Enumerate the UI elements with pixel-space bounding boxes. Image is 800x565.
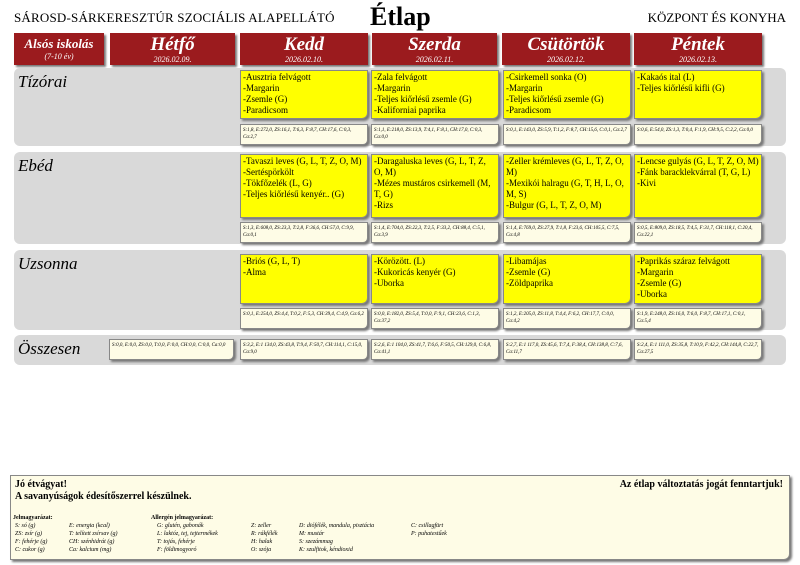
menu-item: -Bulgur (G, L, T, Z, O, M) — [506, 200, 602, 210]
menu-item: -Teljes kiőrlésű zsemle (G) — [374, 94, 472, 104]
allergen-heading: Allergén jelmagyarázat: — [151, 515, 214, 521]
legend-heading: Jelmagyarázat: — [13, 515, 53, 521]
allergen-item: P: puhatestűek — [411, 531, 447, 537]
group-age: (7-10 év) — [44, 52, 74, 61]
menu-box — [240, 70, 368, 119]
legend-item: Ca: kalcium (mg) — [69, 547, 112, 553]
menu-item: -Paradicsom — [506, 105, 551, 115]
legend-column — [15, 522, 47, 554]
menu-item: -Libamájas — [506, 256, 547, 266]
allergen-item: F: földimogyoró — [157, 547, 197, 553]
day-header-friday — [634, 33, 762, 65]
day-date: 2026.02.09. — [153, 55, 192, 64]
nutrition-box: S:0,6, E:54,0, ZS:1,3, T:0,4, F:1,9, CH:9,5, C:2,2, Ca:0,0 — [634, 124, 762, 145]
menu-box — [503, 70, 631, 119]
nutrition-box: S:0,1, E:143,0, ZS:5,9, T:1,2, F:8,7, CH:15,6, C:0,1, Ca:2,7 — [503, 124, 631, 145]
menu-item: -Mexikói halragu (G, T, H, L, O, M, S) — [506, 178, 624, 199]
meal-label: Tízórai — [18, 72, 68, 91]
menu-item: -Kaliforniai paprika — [374, 105, 446, 115]
menu-item: -Zeller krémleves (G, L, T, Z, O, M) — [506, 156, 624, 177]
nutrition-box: S:1,4, E:769,0, ZS:27,9, T:1,8, F:23,6, CH:105,5, C:7,5, Ca:4,8 — [503, 222, 631, 243]
menu-item: -Briós (G, L, T) — [243, 256, 301, 266]
day-name: Kedd — [283, 34, 325, 55]
day-date: 2026.02.13. — [679, 55, 717, 64]
allergen-column — [251, 522, 277, 554]
legend-item: F: fehérje (g) — [15, 539, 48, 545]
menu-item: -Uborka — [637, 289, 667, 299]
meal-section-tizorai — [14, 68, 786, 146]
menu-item: -Fánk baracklekvárral (T, G, L) — [637, 167, 751, 177]
day-header-thursday — [502, 33, 630, 65]
menu-box — [371, 254, 499, 304]
menu-item: -Margarin — [637, 267, 674, 277]
allergen-title — [151, 514, 213, 522]
menu-item: -Körözött. (L) — [374, 256, 425, 266]
nutrition-box: S:1,4, E:704,0, ZS:22,3, T:2,5, F:33,2, CH:88,4, C:5,1, Ca:3,9 — [371, 222, 499, 243]
allergen-item: Z: zeller — [251, 523, 272, 529]
allergen-column — [411, 522, 447, 538]
menu-item: -Daragaluska leves (G, L, T, Z, O, M) — [374, 156, 486, 177]
menu-item: -Tavaszi leves (G, L, T, Z, O, M) — [243, 156, 362, 166]
menu-box — [371, 70, 499, 119]
menu-box — [634, 154, 762, 218]
day-header-wednesday — [372, 33, 497, 65]
menu-item: -Margarin — [243, 83, 280, 93]
totals-section — [14, 335, 786, 365]
day-header-tuesday — [240, 33, 368, 65]
allergen-item: K: szulfitok, kéndioxid — [299, 547, 353, 553]
day-header-monday — [110, 33, 235, 65]
menu-item: -Paradicsom — [243, 105, 288, 115]
menu-item: -Rizs — [374, 200, 393, 210]
department-name: KÖZPONT ÉS KONYHA — [647, 10, 786, 25]
legend-item: ZS: zsír (g) — [15, 531, 43, 537]
menu-box — [240, 154, 368, 218]
menu-box — [634, 254, 762, 304]
total-nutrition-box: S:2,6, E:1 104,0, ZS:41,7, T:6,6, F:50,5, CH:129,0, C:6,8, Ca:41,1 — [371, 339, 499, 360]
menu-item: -Zsemle (G) — [243, 94, 288, 104]
menu-item: -Margarin — [506, 83, 543, 93]
allergen-item: S: szezámmag — [299, 539, 333, 545]
total-nutrition-box: S:3,2, E:1 134,0, ZS:43,8, T:9,4, F:50,7, CH:114,1, C:15,0, Ca:9,0 — [240, 339, 368, 360]
menu-item: -Teljes kiőrlésű zsemle (G) — [506, 94, 604, 104]
day-name: Szerda — [408, 34, 461, 55]
day-name: Hétfő — [150, 34, 195, 55]
day-name: Csütörtök — [527, 34, 605, 55]
total-nutrition-box: S:2,4, E:1 111,0, ZS:35,8, T:10,9, F:42,2, CH:144,8, C:22,7, Ca:27,5 — [634, 339, 762, 360]
allergen-item: O: szója — [251, 547, 272, 553]
group-name: Alsós iskolás — [24, 36, 94, 51]
menu-item: -Paprikás száraz felvágott — [637, 256, 730, 266]
menu-item: -Teljes kiőrlésű kenyér.. (G) — [243, 189, 345, 199]
menu-box — [503, 254, 631, 304]
day-date: 2026.02.10. — [285, 55, 323, 64]
legend-item: CH: szénhidrát (g) — [69, 539, 115, 545]
allergen-item: T: tojás, fehérje — [157, 539, 195, 545]
footer-note: A savanyúságok édesítőszerrel készülnek. — [15, 491, 192, 502]
allergen-item: G: glutén, gabonák — [157, 523, 204, 529]
menu-item: -Zala felvágott — [374, 72, 428, 82]
legend-item: E: energia (kcal) — [69, 523, 110, 529]
legend-item: S: só (g) — [15, 523, 36, 529]
menu-item: -Mézes mustáros csirkemell (M, T, G) — [374, 178, 491, 199]
meal-section-ebed — [14, 152, 786, 244]
meal-section-uzsonna — [14, 250, 786, 330]
menu-box — [240, 254, 368, 304]
menu-item: -Margarin — [374, 83, 411, 93]
menu-item: -Csirkemell sonka (O) — [506, 72, 587, 82]
total-nutrition-box: S:2,7, E:1 117,0, ZS:45,6, T:7,4, F:38,4, CH:138,8, C:7,6, Ca:11,7 — [503, 339, 631, 360]
allergen-column — [157, 522, 218, 554]
nutrition-box: S:0,1, E:254,0, ZS:4,4, T:0,2, F:5,3, CH:39,4, C:4,9, Ca:6,2 — [240, 308, 368, 329]
menu-box — [371, 154, 499, 218]
menu-item: -Kakaós ital (L) — [637, 72, 695, 82]
allergen-item: R: rákfélék — [251, 531, 278, 537]
menu-item: -Teljes kiőrlésű kifli (G) — [637, 83, 725, 93]
allergen-item: H: halak — [251, 539, 273, 545]
menu-item: -Zsemle (G) — [506, 267, 551, 277]
nutrition-box: S:0,5, E:809,0, ZS:18,5, T:4,5, F:31,7, CH:118,1, C:20,4, Ca:22,1 — [634, 222, 762, 243]
menu-item: -Tökfőzelék (L, G) — [243, 178, 312, 188]
totals-label: Összesen — [18, 339, 81, 358]
menu-item: -Kivi — [637, 178, 656, 188]
allergen-item: C: csillagfürt — [411, 523, 444, 529]
footer-disclaimer: Az étlap változtatás jogát fenntartjuk! — [619, 479, 783, 490]
menu-item: -Alma — [243, 267, 266, 277]
meal-label: Ebéd — [18, 156, 53, 175]
nutrition-box: S:1,2, E:205,0, ZS:11,8, T:4,4, F:6,2, CH:17,7, C:0,0, Ca:4,2 — [503, 308, 631, 329]
day-name: Péntek — [671, 34, 725, 55]
menu-item: -Uborka — [374, 278, 404, 288]
menu-item: -Ausztria felvágott — [243, 72, 311, 82]
nutrition-box: S:1,8, E:272,0, ZS:16,1, T:6,3, F:8,7, CH:17,6, C:0,3, Ca:2,7 — [240, 124, 368, 145]
nutrition-box: S:1,3, E:608,0, ZS:23,3, T:2,8, F:36,6, CH:57,0, C:9,9, Ca:0,1 — [240, 222, 368, 243]
footer-box — [10, 475, 790, 560]
menu-box — [503, 154, 631, 218]
menu-item: -Kukoricás kenyér (G) — [374, 267, 456, 277]
menu-item: -Zöldpaprika — [506, 278, 553, 288]
menu-item: -Sertéspörkölt — [243, 167, 294, 177]
meal-label: Uzsonna — [18, 254, 78, 273]
footer-greeting: Jó étvágyat! — [15, 479, 67, 490]
legend-item: C: cukor (g) — [15, 547, 45, 553]
menu-item: -Zsemle (G) — [637, 278, 682, 288]
nutrition-box: S:1,1, E:218,0, ZS:13,9, T:4,1, F:8,1, CH:17,0, C:0,3, Ca:0,0 — [371, 124, 499, 145]
day-date: 2026.02.12. — [547, 55, 585, 64]
allergen-item: L: laktóz, tej, tejtermékek — [157, 531, 218, 537]
legend-title — [13, 514, 53, 522]
legend-item: T: telített zsírsav (g) — [69, 531, 118, 537]
allergen-column — [299, 522, 374, 554]
allergen-item: D: diófélék, mandula, pisztácia — [299, 523, 375, 529]
nutrition-box: S:0,0, E:182,0, ZS:5,4, T:0,0, F:9,1, CH:23,6, C:1,3, Ca:37,2 — [371, 308, 499, 329]
legend-column — [69, 522, 118, 554]
group-header — [14, 33, 104, 65]
nutrition-box: S:1,9, E:248,0, ZS:16,0, T:6,0, F:8,7, CH:17,1, C:0,1, Ca:5,4 — [634, 308, 762, 329]
menu-box — [634, 70, 762, 119]
day-date: 2026.02.11. — [415, 55, 454, 64]
total-nutrition-box: S:0,0, E:0,0, ZS:0,0, T:0,0, F:0,0, CH:0,0, C:0,0, Ca:0,0 — [109, 339, 234, 360]
org-name: SÁROSD-SÁRKERESZTÚR SZOCIÁLIS ALAPELLÁTÓ — [14, 10, 335, 25]
page-title: Étlap — [370, 2, 431, 31]
allergen-item: M: mustár — [299, 531, 325, 537]
menu-item: -Lencse gulyás (G, L, T, Z, O, M) — [637, 156, 759, 166]
